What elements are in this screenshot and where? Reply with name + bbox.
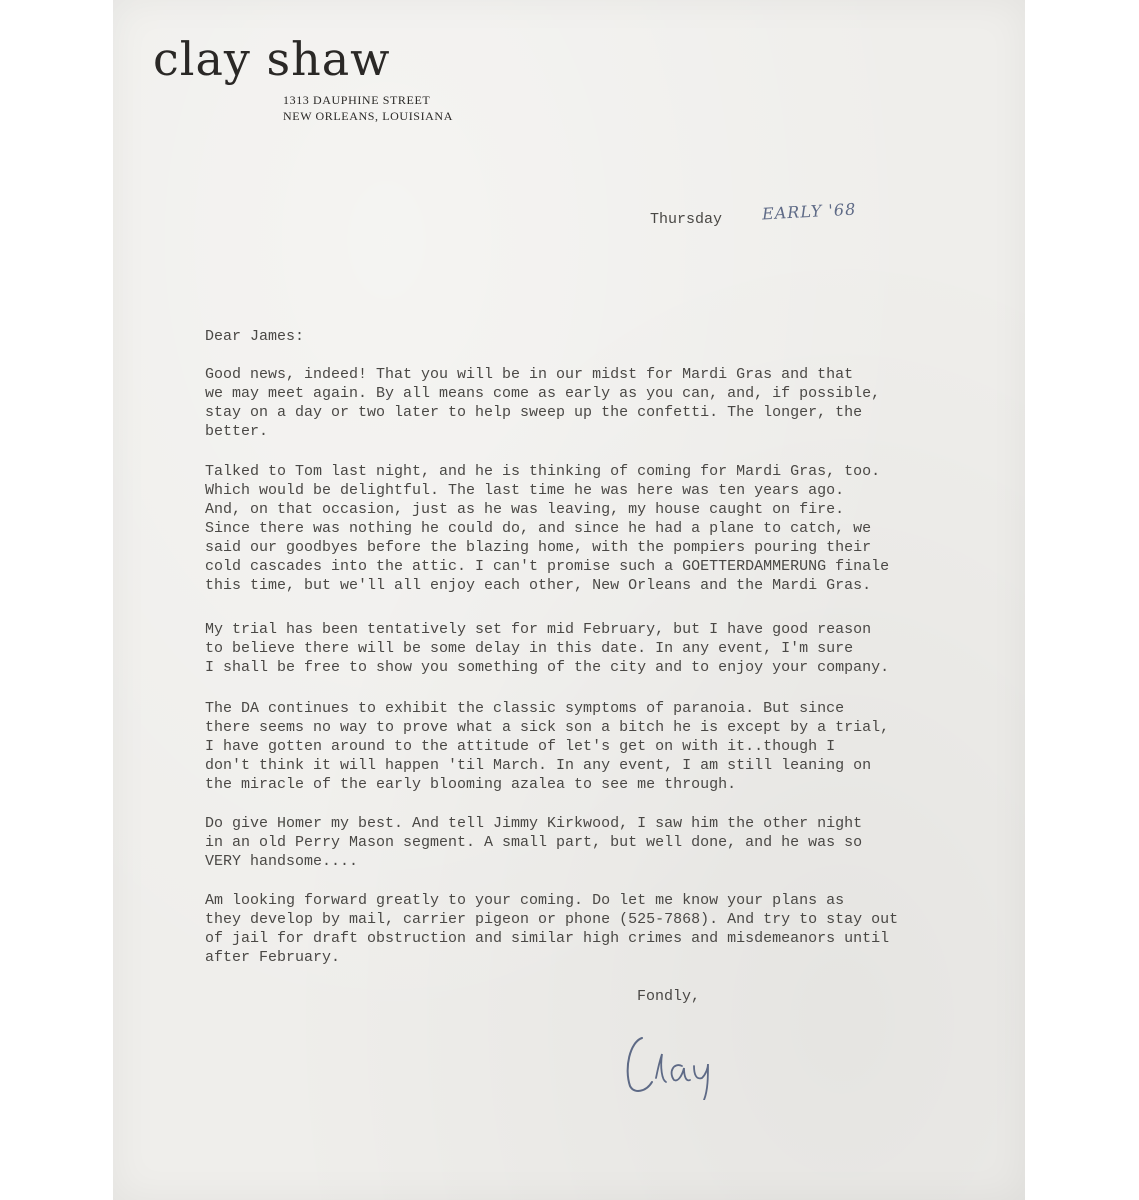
paragraph-line: don't think it will happen 'til March. In any event, I am still leaning on (205, 757, 872, 774)
paragraph-1 (205, 365, 945, 441)
paragraph-line: cold cascades into the attic. I can't promise such a GOETTERDAMMERUNG finale (205, 558, 890, 575)
paragraph-line: Good news, indeed! That you will be in our midst for Mardi Gras and that (205, 366, 854, 383)
paragraph-line: Since there was nothing he could do, and since he had a plane to catch, we (205, 520, 872, 537)
letter-paper (113, 0, 1025, 1200)
paragraph-line: VERY handsome.... (205, 853, 359, 870)
paragraph-line: Talked to Tom last night, and he is thinking of coming for Mardi Gras, too. (205, 463, 881, 480)
paragraph-line: I have gotten around to the attitude of let's get on with it..though I (205, 738, 836, 755)
paragraph-line: this time, but we'll all enjoy each other, New Orleans and the Mardi Gras. (205, 577, 872, 594)
paragraph-line: stay on a day or two later to help sweep up the confetti. The longer, the (205, 404, 863, 421)
paragraph-line: The DA continues to exhibit the classic symptoms of paranoia. But since (205, 700, 845, 717)
paragraph-line: there seems no way to prove what a sick son a bitch he is except by a trial, (205, 719, 890, 736)
paragraph-line: the miracle of the early blooming azalea to see me through. (205, 776, 737, 793)
signature-stroke (672, 1065, 690, 1080)
closing: Fondly, (637, 988, 701, 1005)
signature-stroke (628, 1038, 652, 1091)
paragraph-line: Which would be delightful. The last time he was here was ten years ago. (205, 482, 845, 499)
handwritten-date: EARLY '68 (761, 199, 857, 224)
paragraph-line: we may meet again. By all means come as early as you can, and, if possible, (205, 385, 881, 402)
paragraph-line: My trial has been tentatively set for mid February, but I have good reason (205, 621, 872, 638)
signature-stroke (656, 1054, 666, 1082)
paragraph-line: Do give Homer my best. And tell Jimmy Kirkwood, I saw him the other night (205, 815, 863, 832)
paragraph-line: And, on that occasion, just as he was leaving, my house caught on fire. (205, 501, 845, 518)
letterhead-address (283, 92, 453, 124)
paragraph-line: in an old Perry Mason segment. A small part, but well done, and he was so (205, 834, 863, 851)
paragraph-line: of jail for draft obstruction and similar high crimes and misdemeanors until (205, 930, 890, 947)
paragraph-4 (205, 699, 945, 794)
signature-stroke (694, 1064, 708, 1100)
paragraph-line: after February. (205, 949, 341, 966)
paragraph-line: said our goodbyes before the blazing home, with the pompiers pouring their (205, 539, 872, 556)
paragraph-line: I shall be free to show you something of the city and to enjoy your company. (205, 659, 890, 676)
address-street: 1313 DAUPHINE STREET (283, 93, 431, 107)
paragraph-3 (205, 620, 945, 677)
paragraph-line: they develop by mail, carrier pigeon or phone (525-7868). And try to stay out (205, 911, 899, 928)
paragraph-line: to believe there will be some delay in this date. In any event, I'm sure (205, 640, 854, 657)
paragraph-5 (205, 814, 945, 871)
paragraph-2 (205, 462, 945, 595)
paragraph-line: Am looking forward greatly to your coming. Do let me know your plans as (205, 892, 845, 909)
address-city: NEW ORLEANS, LOUISIANA (283, 109, 453, 123)
greeting: Dear James: (205, 328, 305, 345)
letterhead-name: clay shaw (153, 32, 391, 86)
paragraph-line: better. (205, 423, 269, 440)
paragraph-6 (205, 891, 945, 967)
signature (620, 1020, 740, 1100)
typed-date: Thursday (650, 211, 723, 228)
